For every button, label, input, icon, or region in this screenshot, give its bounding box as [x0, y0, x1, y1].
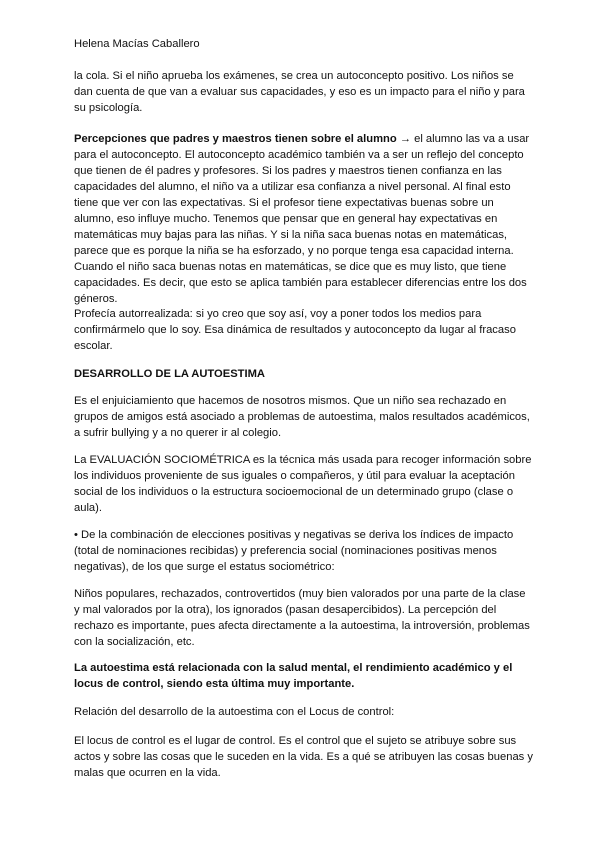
text-line: su psicología. [74, 102, 143, 114]
text-line: y mal valorados por la otra), los ignorados (pasan desapercibidos). La percepción del [74, 604, 497, 616]
text-line: matemáticas muy bajas para las niñas. Y si la niña saca buenas notas en matemáticas, [74, 229, 508, 241]
text-line: con la socialización, etc. [74, 636, 195, 648]
text-line: • De la combinación de elecciones positivas y negativas se deriva los índices de impacto [74, 529, 514, 541]
author-header: Helena Macías Caballero [74, 38, 200, 50]
text-line: aula). [74, 502, 102, 514]
text-line: Profecía autorrealizada: si yo creo que soy así, voy a poner todos los medios para [74, 308, 482, 320]
text-line: tiene que ver con las expectativas. Si el profesor tiene expectativas buenas sobre un [74, 197, 494, 209]
text-line: social de los individuos o la estructura socioemocional de un determinado grupo (clase o [74, 486, 514, 498]
paragraph-bullet-combinacion [74, 527, 513, 575]
paragraph-ninos-populares [74, 586, 530, 650]
text-line: negativas), de los que surge el estatus sociométrico: [74, 561, 335, 573]
paragraph-profecia [74, 306, 516, 354]
text-line: malas que ocurren en la vida. [74, 767, 221, 779]
text-line: El locus de control es el lugar de control. Es el control que el sujeto se atribuye sobre sus [74, 735, 517, 747]
text-line: que tienen de él padres y profesores. Si los padres y maestros tienen confianza en las [74, 165, 502, 177]
text-line: grupos de amigos está asociado a problemas de autoestima, malos resultados académicos, [74, 411, 530, 423]
text-line: La autoestima está relacionada con la salud mental, el rendimiento académico y el [74, 662, 513, 674]
text-line: parece que es porque la niña se ha esforzado, y no porque tenga esa capacidad interna. [74, 245, 514, 257]
text-line: alumno, eso influye mucho. Tenemos que pensar que en general hay expectativas en [74, 213, 498, 225]
text-line: La EVALUACIÓN SOCIOMÉTRICA es la técnica más usada para recoger información sobre [74, 454, 532, 466]
text-line: Es el enjuiciamiento que hacemos de nosotros mismos. Que un niño sea rechazado en [74, 395, 507, 407]
text-line: confirmármelo que lo soy. Esa dinámica de resultados y autoconcepto da lugar al fracaso [74, 324, 516, 336]
text-line: rechazo es importante, pues afecta directamente a la autoestima, la introversión, problemas [74, 620, 530, 632]
paragraph-enjuiciamiento [74, 393, 530, 441]
paragraph-percepciones [74, 131, 529, 307]
text-line: para el autoconcepto. El autoconcepto académico también va a ser un reflejo del concepto [74, 149, 524, 161]
text-line: locus de control, siendo esta última muy importante. [74, 678, 355, 690]
paragraph-sociometrica [74, 452, 531, 516]
text-line: géneros. [74, 293, 118, 305]
paragraph-relacion-locus [74, 704, 394, 720]
paragraph-bold-autoestima [74, 660, 512, 692]
text-line: la cola. Si el niño aprueba los exámenes, se crea un autoconcepto positivo. Los niños se [74, 70, 514, 82]
text-line: Niños populares, rechazados, controvertidos (muy bien valorados por una parte de la clase [74, 588, 526, 600]
text-line: capacidades del alumno, el niño va a utilizar esa confianza a nivel personal. Al final esto [74, 181, 511, 193]
text-line: a sufrir bullying y a no querer ir al colegio. [74, 427, 282, 439]
paragraph-cola [74, 68, 525, 116]
text-line: dan cuenta de que van a evaluar sus capacidades, y eso es un impacto para el niño y para [74, 86, 525, 98]
heading-text: DESARROLLO DE LA AUTOESTIMA [74, 368, 266, 380]
text-line: Relación del desarrollo de la autoestima con el Locus de control: [74, 706, 395, 718]
section-heading [74, 366, 265, 382]
text-line: actos y sobre las cosas que le suceden en la vida. Es a qué se atribuyen las cosas buenas y [74, 751, 533, 763]
text-line: capacidades. Es decir, que esto se aplica también para establecer diferencias entre los dos [74, 277, 527, 289]
bold-lead: Percepciones que padres y maestros tienen sobre el alumno [74, 133, 397, 145]
text-line: los individuos proveniente de sus iguales o compañeros, y útil para evaluar la aceptación [74, 470, 515, 482]
text-line: (total de nominaciones recibidas) y preferencia social (nominaciones positivas menos [74, 545, 497, 557]
text-line [74, 131, 529, 147]
paragraph-locus-definicion [74, 733, 533, 781]
text-line: escolar. [74, 340, 113, 352]
lead-rest: → el alumno las va a usar [396, 133, 530, 145]
text-line: Cuando el niño saca buenas notas en matemáticas, se dice que es muy listo, que tiene [74, 261, 507, 273]
